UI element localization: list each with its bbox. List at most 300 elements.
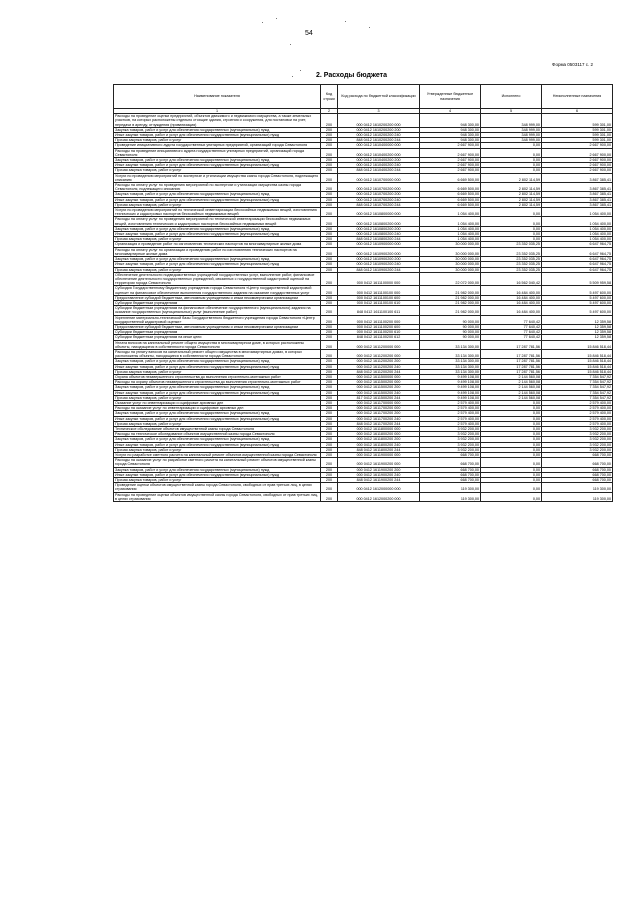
table-row <box>114 335 613 340</box>
row-unexecuted: 15 846 518,44 <box>542 359 613 364</box>
row-name: Расходы на техническое обследование объектов имущественной казны города Севастополя <box>114 432 321 437</box>
row-unexecuted: 1 054 400,00 <box>542 232 613 237</box>
row-executed: 0,00 <box>481 217 542 226</box>
row-name: Прочая закупка товаров, работ и услуг <box>114 447 321 452</box>
scan-speck <box>292 76 293 77</box>
row-executed: 2 802 114,59 <box>481 197 542 202</box>
row-line-code: 200 <box>321 114 338 128</box>
row-name: Иные закупки товаров, работ и услуг для обеспечения государственных (муниципальных) нужд <box>114 197 321 202</box>
row-line-code: 200 <box>321 447 338 452</box>
row-line-code: 200 <box>321 385 338 390</box>
table-row <box>114 385 613 390</box>
row-approved: 90 000,00 <box>420 335 481 340</box>
row-approved: 33 134 300,00 <box>420 359 481 364</box>
row-budget-code: 000 0412 1610700000 000 <box>338 173 420 182</box>
row-name: Предоставление субсидий бюджетным, автономным учреждениям и иным некоммерческим организациям <box>114 295 321 300</box>
row-line-code: 200 <box>321 324 338 329</box>
row-line-code: 200 <box>321 478 338 483</box>
row-name: Закупка товаров, работ и услуг для обеспечения государственных (муниципальных) нужд <box>114 467 321 472</box>
row-line-code: 200 <box>321 458 338 467</box>
row-line-code: 200 <box>321 369 338 374</box>
row-unexecuted: 119 300,00 <box>542 483 613 492</box>
row-unexecuted: 3 867 385,41 <box>542 173 613 182</box>
row-approved: 2 667 900,00 <box>420 158 481 163</box>
row-name: Расходы на оплату услуг по проведению мероприятий по технической инвентаризации бесхозяйных недвижимых вещей, изготовлению технических и кадастровых паспортов бесхозяйных недвижимых вещей <box>114 217 321 226</box>
row-line-code: 200 <box>321 467 338 472</box>
row-budget-code: 000 0412 1611100200 000 <box>338 315 420 324</box>
row-line-code: 200 <box>321 380 338 385</box>
row-executed: 77 640,42 <box>481 335 542 340</box>
row-name: Иные закупки товаров, работ и услуг для обеспечения государственных (муниципальных) нужд <box>114 472 321 477</box>
row-budget-code: 000 0412 1611100200 610 <box>338 330 420 335</box>
table-row <box>114 127 613 132</box>
row-line-code: 200 <box>321 432 338 437</box>
table-row <box>114 143 613 148</box>
table-row <box>114 148 613 157</box>
row-budget-code: 848 0412 1610800200 244 <box>338 237 420 242</box>
row-executed: 0,00 <box>481 237 542 242</box>
row-executed: 77 640,42 <box>481 330 542 335</box>
row-name: Организация и проведение работ по изготовлению технических паспортов на многоквартирные жилые дома <box>114 242 321 247</box>
row-name: Прочая закупка товаров, работ и услуг <box>114 267 321 272</box>
row-budget-code: 000 0412 1610700200 000 <box>338 183 420 192</box>
row-executed: 0,00 <box>481 208 542 217</box>
row-unexecuted: 15 846 518,44 <box>542 349 613 358</box>
row-unexecuted: 2 667 900,00 <box>542 168 613 173</box>
row-executed: 0,00 <box>481 432 542 437</box>
scan-speck <box>300 70 301 71</box>
row-unexecuted: 3 867 385,41 <box>542 197 613 202</box>
table-row <box>114 483 613 492</box>
table-row <box>114 390 613 395</box>
table-row <box>114 257 613 262</box>
table-row <box>114 359 613 364</box>
row-unexecuted: 668 700,00 <box>542 467 613 472</box>
row-approved: 9 499 108,00 <box>420 395 481 400</box>
row-name: Расходы на уплату взносов на капитальный ремонт общего имущества в многоквартирных домах, в которых расположены объекты, находящиеся в собственности города Севастополя <box>114 349 321 358</box>
row-executed: 0,00 <box>481 421 542 426</box>
row-executed: 16 484 400,00 <box>481 295 542 300</box>
row-executed: 2 144 560,08 <box>481 390 542 395</box>
row-unexecuted: 6 647 964,75 <box>542 242 613 247</box>
row-name: Закупка товаров, работ и услуг для обеспечения государственных (муниципальных) нужд <box>114 385 321 390</box>
row-approved: 948 300,00 <box>420 114 481 128</box>
row-unexecuted: 2 579 400,00 <box>542 400 613 405</box>
row-unexecuted: 2 579 400,00 <box>542 421 613 426</box>
row-name: Прочая закупка товаров, работ и услуг <box>114 421 321 426</box>
row-executed: 348 999,00 <box>481 114 542 128</box>
row-name: Иные закупки товаров, работ и услуг для обеспечения государственных (муниципальных) нужд <box>114 416 321 421</box>
scan-speck <box>276 18 277 19</box>
table-row <box>114 173 613 182</box>
form-label: Форма 0503117 с. 2 <box>552 62 593 67</box>
row-unexecuted: 15 846 518,44 <box>542 364 613 369</box>
table-body <box>114 114 613 502</box>
row-name: Расходы на оплату услуг по организации и проведению работ по изготовлению технических паспортов на многоквартирные жилые дома <box>114 247 321 256</box>
row-budget-code: 848 0412 1611200200 244 <box>338 369 420 374</box>
row-unexecuted: 2 579 400,00 <box>542 411 613 416</box>
row-approved: 2 579 400,00 <box>420 411 481 416</box>
row-unexecuted: 3 867 385,41 <box>542 192 613 197</box>
row-unexecuted: 7 354 547,92 <box>542 390 613 395</box>
row-unexecuted: 12 359,58 <box>542 315 613 324</box>
row-name: Проведение инициативного аудита государственных унитарных предприятий, организаций города Севастополя <box>114 143 321 148</box>
row-executed: 0,00 <box>481 427 542 432</box>
row-name: Закупка товаров, работ и услуг для обеспечения государственных (муниципальных) нужд <box>114 226 321 231</box>
row-name: Иные закупки товаров, работ и услуг для обеспечения государственных (муниципальных) нужд <box>114 442 321 447</box>
table-row <box>114 197 613 202</box>
row-approved: 668 700,00 <box>420 458 481 467</box>
row-name: Субсидия Государственному бюджетному учреждению города Севастополя «Центр государственной кадастровой оценки» на финансовое обеспечение выполнения государственного задания на оказание государственных услуг <box>114 286 321 295</box>
row-approved: 2 667 900,00 <box>420 148 481 157</box>
row-unexecuted: 599 301,00 <box>542 133 613 138</box>
row-budget-code: 000 0412 1610800200 200 <box>338 226 420 231</box>
page-number: 54 <box>305 30 313 37</box>
row-name: Прочая закупка товаров, работ и услуг <box>114 138 321 143</box>
row-unexecuted: 12 359,58 <box>542 335 613 340</box>
scan-speck <box>345 21 346 22</box>
table-row <box>114 453 613 458</box>
row-executed: 2 802 114,59 <box>481 192 542 197</box>
table-row <box>114 226 613 231</box>
row-name: Прочая закупка товаров, работ и услуг <box>114 395 321 400</box>
table-row <box>114 492 613 501</box>
row-name: Прочая закупка товаров, работ и услуг <box>114 237 321 242</box>
row-budget-code: 000 0412 1610900000 000 <box>338 242 420 247</box>
row-unexecuted: 12 359,58 <box>542 324 613 329</box>
row-approved: 1 054 400,00 <box>420 237 481 242</box>
row-executed: 0,00 <box>481 400 542 405</box>
row-executed: 23 352 035,25 <box>481 267 542 272</box>
row-line-code: 200 <box>321 359 338 364</box>
row-budget-code: 000 0412 1610700200 240 <box>338 197 420 202</box>
row-unexecuted: 5 497 600,00 <box>542 300 613 305</box>
row-approved: 668 700,00 <box>420 467 481 472</box>
row-approved: 9 499 108,00 <box>420 374 481 379</box>
row-budget-code: 000 0412 1610200200 200 <box>338 127 420 132</box>
header-name: Наименование показателя <box>114 85 321 109</box>
row-unexecuted: 3 932 200,00 <box>542 427 613 432</box>
row-name: Проведение оценки объектов имущественной казны города Севастополя, свободных от прав третьих лиц, в целях страхования <box>114 483 321 492</box>
row-line-code: 200 <box>321 232 338 237</box>
row-unexecuted: 2 667 900,00 <box>542 148 613 157</box>
row-approved: 948 300,00 <box>420 133 481 138</box>
row-approved: 668 700,00 <box>420 453 481 458</box>
table-row <box>114 163 613 168</box>
row-line-code: 200 <box>321 390 338 395</box>
row-line-code: 200 <box>321 349 338 358</box>
row-approved: 1 054 400,00 <box>420 208 481 217</box>
row-line-code: 200 <box>321 483 338 492</box>
row-approved: 90 000,00 <box>420 324 481 329</box>
row-line-code: 200 <box>321 237 338 242</box>
row-name: Прочая закупка товаров, работ и услуг <box>114 478 321 483</box>
row-line-code: 200 <box>321 133 338 138</box>
row-approved: 3 932 200,00 <box>420 437 481 442</box>
row-unexecuted: 3 867 385,41 <box>542 183 613 192</box>
row-name: Закупка товаров, работ и услуг для обеспечения государственных (муниципальных) нужд <box>114 359 321 364</box>
row-executed: 0,00 <box>481 226 542 231</box>
row-executed: 348 999,00 <box>481 127 542 132</box>
row-approved: 33 134 300,00 <box>420 349 481 358</box>
row-line-code: 200 <box>321 395 338 400</box>
table-row <box>114 232 613 237</box>
row-executed: 16 484 400,00 <box>481 306 542 315</box>
row-budget-code: 000 0412 1610400200 240 <box>338 163 420 168</box>
row-line-code: 200 <box>321 421 338 426</box>
row-line-code: 200 <box>321 330 338 335</box>
row-unexecuted: 7 354 547,92 <box>542 374 613 379</box>
row-executed: 2 144 560,08 <box>481 374 542 379</box>
row-executed: 77 640,42 <box>481 324 542 329</box>
row-line-code: 200 <box>321 437 338 442</box>
row-name: Охрана объектов незавершенного строительства до выполнения строительно-монтажных работ <box>114 374 321 379</box>
row-approved: 3 932 200,00 <box>420 447 481 452</box>
row-line-code: 200 <box>321 411 338 416</box>
row-name: Иные закупки товаров, работ и услуг для обеспечения государственных (муниципальных) нужд <box>114 390 321 395</box>
row-executed: 348 999,00 <box>481 138 542 143</box>
table-row <box>114 442 613 447</box>
row-approved: 9 499 108,00 <box>420 385 481 390</box>
row-executed: 17 287 781,56 <box>481 349 542 358</box>
row-budget-code: 000 0412 1610400000 000 <box>338 143 420 148</box>
row-approved: 90 000,00 <box>420 330 481 335</box>
row-budget-code: 000 0412 1611700200 200 <box>338 411 420 416</box>
row-budget-code: 000 0412 1611800200 200 <box>338 437 420 442</box>
header-line-code: Код строки <box>321 85 338 109</box>
row-line-code: 200 <box>321 374 338 379</box>
row-budget-code: 000 0412 1612000200 000 <box>338 492 420 501</box>
row-executed: 0,00 <box>481 411 542 416</box>
row-approved: 2 579 400,00 <box>420 416 481 421</box>
row-name: Субсидии бюджетным учреждениям <box>114 330 321 335</box>
row-unexecuted: 3 932 200,00 <box>542 432 613 437</box>
row-unexecuted: 3 867 385,41 <box>542 202 613 207</box>
row-executed: 0,00 <box>481 158 542 163</box>
row-budget-code: 848 0412 1611900200 244 <box>338 478 420 483</box>
row-executed: 16 484 400,00 <box>481 286 542 295</box>
scan-speck <box>290 44 291 45</box>
row-line-code: 200 <box>321 400 338 405</box>
row-budget-code: 000 0412 1610900200 240 <box>338 262 420 267</box>
column-number: 1 <box>114 109 321 114</box>
row-approved: 2 667 900,00 <box>420 163 481 168</box>
row-budget-code: 000 0412 1611200200 000 <box>338 349 420 358</box>
row-unexecuted: 6 647 964,75 <box>542 257 613 262</box>
row-name: Укрепление материально-технической базы Государственного бюджетного учреждения города Севастополя «Центр государственной кадастровой оценки» <box>114 315 321 324</box>
row-line-code: 200 <box>321 306 338 315</box>
row-name: Услуги по проведению мероприятий по экспертизе и утилизации имущества казны города Севастополя, подлежащего списанию <box>114 173 321 182</box>
row-unexecuted: 7 354 547,92 <box>542 385 613 390</box>
row-line-code: 200 <box>321 226 338 231</box>
row-name: Расходы на проведение инициативного аудита государственных унитарных предприятий, организаций города Севастополя <box>114 148 321 157</box>
row-budget-code: 848 0412 1611100100 611 <box>338 306 420 315</box>
row-executed: 0,00 <box>481 163 542 168</box>
row-approved: 2 579 400,00 <box>420 406 481 411</box>
table-row <box>114 242 613 247</box>
row-name: Иные закупки товаров, работ и услуг для обеспечения государственных (муниципальных) нужд <box>114 364 321 369</box>
row-line-code: 200 <box>321 340 338 349</box>
row-executed: 0,00 <box>481 406 542 411</box>
row-unexecuted: 668 700,00 <box>542 478 613 483</box>
row-unexecuted: 119 300,00 <box>542 492 613 501</box>
row-executed: 16 562 040,42 <box>481 272 542 286</box>
table-row <box>114 315 613 324</box>
row-budget-code: 000 0412 1612000000 000 <box>338 483 420 492</box>
row-approved: 6 669 500,00 <box>420 192 481 197</box>
row-name: Прочая закупка товаров, работ и услуг <box>114 168 321 173</box>
row-approved: 1 054 400,00 <box>420 226 481 231</box>
table-row <box>114 349 613 358</box>
row-approved: 948 300,00 <box>420 127 481 132</box>
row-budget-code: 000 0412 1611100200 600 <box>338 324 420 329</box>
row-approved: 3 932 200,00 <box>420 427 481 432</box>
row-executed: 2 802 114,59 <box>481 183 542 192</box>
row-budget-code: 000 0412 1611200200 240 <box>338 364 420 369</box>
header-budget-code: Код расхода по бюджетной классификации <box>338 85 420 109</box>
row-budget-code: 000 0412 1610900200 000 <box>338 247 420 256</box>
row-approved: 6 669 500,00 <box>420 173 481 182</box>
row-unexecuted: 3 932 200,00 <box>542 437 613 442</box>
table-row <box>114 183 613 192</box>
row-unexecuted: 599 301,00 <box>542 114 613 128</box>
row-line-code: 200 <box>321 247 338 256</box>
row-budget-code: 000 0412 1610800200 240 <box>338 232 420 237</box>
row-executed: 17 287 781,56 <box>481 340 542 349</box>
row-executed: 23 352 035,25 <box>481 257 542 262</box>
row-unexecuted: 6 647 964,75 <box>542 267 613 272</box>
row-approved: 30 000 000,00 <box>420 247 481 256</box>
table-row <box>114 217 613 226</box>
column-number: 2 <box>321 109 338 114</box>
row-executed: 0,00 <box>481 483 542 492</box>
table-row <box>114 437 613 442</box>
row-unexecuted: 599 301,00 <box>542 127 613 132</box>
table-row <box>114 262 613 267</box>
row-executed: 348 999,00 <box>481 133 542 138</box>
row-executed: 0,00 <box>481 442 542 447</box>
row-executed: 0,00 <box>481 168 542 173</box>
table-row <box>114 295 613 300</box>
row-approved: 9 499 108,00 <box>420 390 481 395</box>
row-name: Иные закупки товаров, работ и услуг для обеспечения государственных (муниципальных) нужд <box>114 163 321 168</box>
table-row <box>114 306 613 315</box>
row-unexecuted: 1 054 400,00 <box>542 217 613 226</box>
row-budget-code: 848 0412 1610200200 244 <box>338 138 420 143</box>
row-budget-code: 000 0412 1611700200 240 <box>338 416 420 421</box>
row-executed: 2 144 560,08 <box>481 395 542 400</box>
row-budget-code: 000 0412 1611800000 000 <box>338 427 420 432</box>
row-unexecuted: 5 497 600,00 <box>542 306 613 315</box>
row-line-code: 200 <box>321 192 338 197</box>
row-line-code: 200 <box>321 257 338 262</box>
row-line-code: 200 <box>321 492 338 501</box>
table-row <box>114 324 613 329</box>
row-unexecuted: 7 354 547,92 <box>542 395 613 400</box>
row-executed: 0,00 <box>481 143 542 148</box>
row-budget-code: 848 0412 1611100200 612 <box>338 335 420 340</box>
row-executed: 0,00 <box>481 416 542 421</box>
row-name: Услуги по проведению мероприятий по технической инвентаризации бесхозяйных недвижимых вещей, изготовлению технических и кадастровых паспортов бесхозяйных недвижимых вещей <box>114 208 321 217</box>
table-row <box>114 472 613 477</box>
row-approved: 948 300,00 <box>420 138 481 143</box>
row-name: Закупка товаров, работ и услуг для обеспечения государственных (муниципальных) нужд <box>114 411 321 416</box>
row-budget-code: 000 0412 1611100100 600 <box>338 295 420 300</box>
row-executed: 17 287 781,56 <box>481 364 542 369</box>
row-budget-code: 000 0412 1610400200 200 <box>338 158 420 163</box>
row-line-code: 200 <box>321 427 338 432</box>
row-budget-code: 000 0412 1611700000 000 <box>338 400 420 405</box>
row-unexecuted: 6 647 964,75 <box>542 247 613 256</box>
row-name: Предоставление субсидий бюджетным, автономным учреждениям и иным некоммерческим организациям <box>114 324 321 329</box>
row-line-code: 200 <box>321 168 338 173</box>
table-row <box>114 247 613 256</box>
row-line-code: 200 <box>321 300 338 305</box>
row-budget-code: 848 0412 1610900200 244 <box>338 267 420 272</box>
row-name: Субсидии бюджетным учреждениям на иные цели <box>114 335 321 340</box>
row-approved: 21 982 000,00 <box>420 306 481 315</box>
row-approved: 3 932 200,00 <box>420 442 481 447</box>
row-line-code: 200 <box>321 217 338 226</box>
row-line-code: 200 <box>321 143 338 148</box>
row-budget-code: 848 0412 1610700200 244 <box>338 202 420 207</box>
row-approved: 30 000 000,00 <box>420 262 481 267</box>
row-budget-code: 000 0412 1610200200 000 <box>338 114 420 128</box>
row-unexecuted: 668 700,00 <box>542 453 613 458</box>
table-row <box>114 411 613 416</box>
scan-speck <box>369 27 370 28</box>
row-executed: 23 352 035,25 <box>481 247 542 256</box>
row-unexecuted: 15 846 518,44 <box>542 340 613 349</box>
table-row <box>114 192 613 197</box>
row-executed: 23 352 035,25 <box>481 262 542 267</box>
table-row <box>114 400 613 405</box>
row-line-code: 200 <box>321 315 338 324</box>
row-unexecuted: 3 932 200,00 <box>542 447 613 452</box>
row-unexecuted: 599 301,00 <box>542 138 613 143</box>
row-approved: 6 669 500,00 <box>420 197 481 202</box>
column-number: 5 <box>481 109 542 114</box>
row-unexecuted: 5 497 600,00 <box>542 286 613 295</box>
row-executed: 77 640,42 <box>481 315 542 324</box>
row-name: Прочая закупка товаров, работ и услуг <box>114 202 321 207</box>
table-row <box>114 272 613 286</box>
row-line-code: 200 <box>321 364 338 369</box>
row-unexecuted: 668 700,00 <box>542 458 613 467</box>
row-executed: 0,00 <box>481 437 542 442</box>
row-approved: 21 982 000,00 <box>420 286 481 295</box>
row-approved: 9 499 108,00 <box>420 380 481 385</box>
row-approved: 21 982 000,00 <box>420 295 481 300</box>
row-executed: 17 287 781,56 <box>481 369 542 374</box>
row-executed: 0,00 <box>481 148 542 157</box>
table-row <box>114 458 613 467</box>
row-budget-code: 000 0412 1611500200 200 <box>338 385 420 390</box>
row-approved: 21 982 000,00 <box>420 300 481 305</box>
scan-speck <box>262 22 263 23</box>
row-budget-code: 000 0412 1611900200 240 <box>338 472 420 477</box>
row-name: Закупка товаров, работ и услуг для обеспечения государственных (муниципальных) нужд <box>114 437 321 442</box>
row-unexecuted: 15 846 518,44 <box>542 369 613 374</box>
row-line-code: 200 <box>321 267 338 272</box>
row-name: Услуги по разработке сметного расчета на капитальный ремонт объектов имущественной казны города Севастополя <box>114 453 321 458</box>
row-name: Иные закупки товаров, работ и услуг для обеспечения государственных (муниципальных) нужд <box>114 262 321 267</box>
row-executed: 2 802 114,59 <box>481 173 542 182</box>
row-approved: 30 000 000,00 <box>420 257 481 262</box>
row-name: Уплата взносов на капитальный ремонт общего имущества в многоквартирном доме, в которых расположены объекты, находящиеся в собственности города Севастополя <box>114 340 321 349</box>
row-executed: 0,00 <box>481 492 542 501</box>
table-row <box>114 286 613 295</box>
